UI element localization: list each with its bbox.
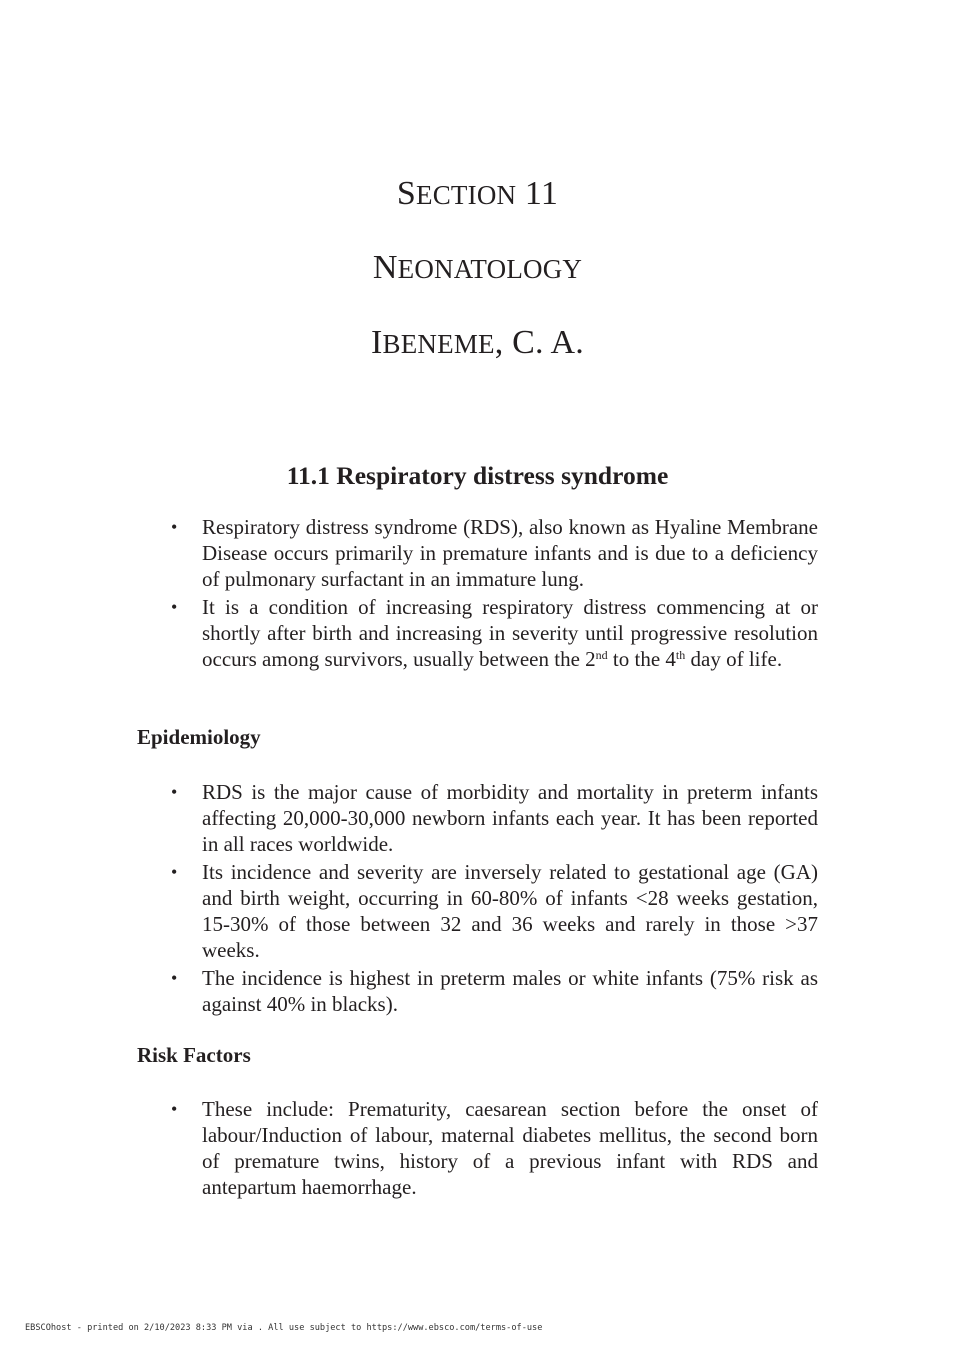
section-title: SECTION 11 — [396, 175, 559, 212]
list-item-text: It is a condition of increasing respiratory distress commencing at or shortly after birth and increasing in severity until progressive resolution occurs among survivors, usually between the 2nd to the 4th day of life. — [202, 595, 818, 671]
list-item — [137, 1096, 818, 1200]
print-footer: EBSCOhost - printed on 2/10/2023 8:33 PM via . All use subject to https://www.ebsco.com/terms-of-use — [25, 1323, 543, 1333]
author-name: IBENEME, C. A. — [371, 324, 584, 361]
list-item-text: These include: Prematurity, caesarean section before the onset of labour/Induction of labour, maternal diabetes mellitus, the second born of premature twins, history of a previous infant with RDS and antepartum haemorrhage. — [202, 1097, 818, 1199]
list-item — [137, 779, 818, 857]
bullet-icon: • — [171, 862, 178, 882]
list-item — [137, 965, 818, 1017]
list-item-text: Its incidence and severity are inversely related to gestational age (GA) and birth weight, occurring in 60-80% of infants <28 weeks gestation, 15-30% of those between 32 and 36 weeks and rarely in those >37 weeks. — [202, 860, 818, 962]
epidemiology-heading: Epidemiology — [137, 725, 261, 749]
bullet-icon: • — [171, 968, 178, 988]
bullet-icon: • — [171, 782, 178, 802]
intro-list — [137, 514, 818, 674]
risk-factors-heading: Risk Factors — [137, 1043, 251, 1067]
bullet-icon: • — [171, 1099, 178, 1119]
risk-factors-list — [137, 1096, 818, 1202]
list-item-text: RDS is the major cause of morbidity and mortality in preterm infants affecting 20,000-30,000 newborn infants each year. It has been reported in all races worldwide. — [202, 780, 818, 856]
bullet-icon: • — [171, 597, 178, 617]
list-item — [137, 594, 818, 672]
section-heading: 11.1 Respiratory distress syndrome — [286, 461, 669, 490]
epidemiology-list — [137, 779, 818, 1019]
list-item — [137, 514, 818, 592]
list-item — [137, 859, 818, 963]
chapter-title: NEONATOLOGY — [372, 249, 583, 286]
list-item-text: The incidence is highest in preterm males or white infants (75% risk as against 40% in blacks). — [202, 966, 818, 1016]
bullet-icon: • — [171, 517, 178, 537]
list-item-text: Respiratory distress syndrome (RDS), also known as Hyaline Membrane Disease occurs primarily in premature infants and is due to a deficiency of pulmonary surfactant in an immature lung. — [202, 515, 818, 591]
